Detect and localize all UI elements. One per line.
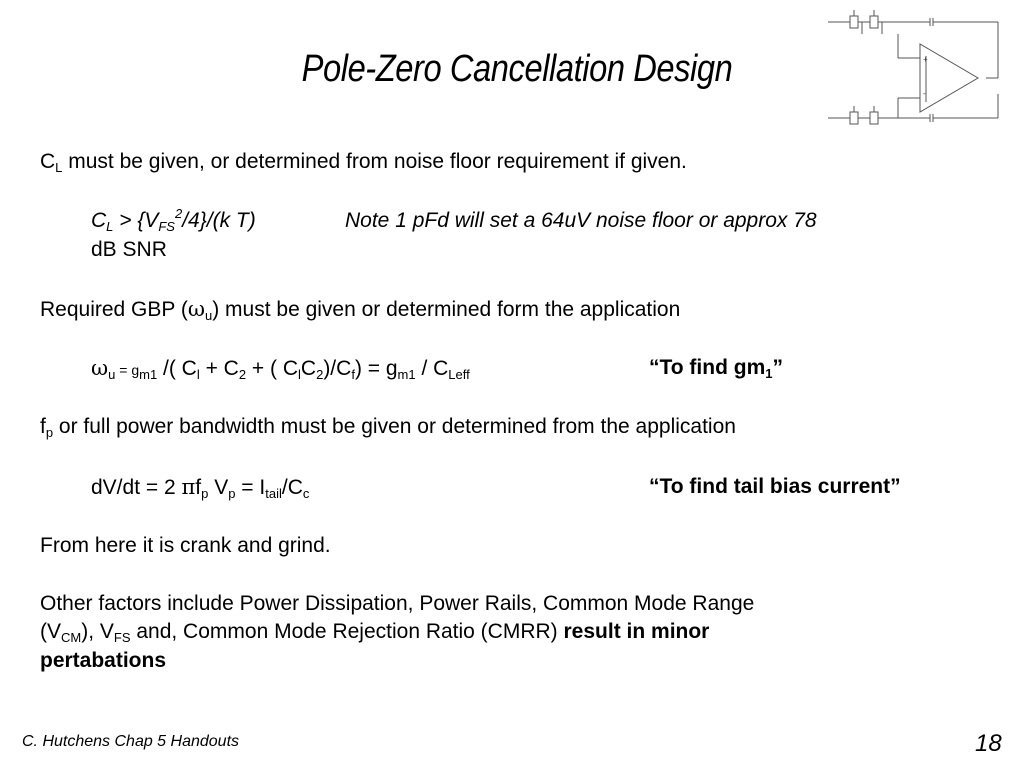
line-noise-note: Note 1 pFd will set a 64uV noise floor or approx 78 xyxy=(345,209,817,232)
line-gbp-requirement: Required GBP $(\omega_u)$ must be given or determined form the application xyxy=(40,297,681,323)
line-crank-grind: From here it is crank and grind. xyxy=(40,534,331,557)
line-db-snr: dB SNR xyxy=(91,238,167,261)
line-perturbations: pertabations xyxy=(40,649,167,672)
opamp-plus-label: + xyxy=(923,55,928,64)
line-slew-formula: dV/dt = 2 $\pi f_p$ $V_p = I_{tail}/C_c$ xyxy=(91,475,310,501)
line-other-factors: Other factors include Power Dissipation, Power Rails, Common Mode Range xyxy=(40,592,755,615)
line-omega-formula: $\omega_u = g_{m1}$ /( $C_l + C_2$ + ( $C_lC_2)/C_f) = g_{m1} / C_{Leff}$ xyxy=(91,356,470,382)
opamp-minus-label: - xyxy=(923,89,926,98)
slide-title: Pole-Zero Cancellation Design xyxy=(301,48,733,90)
line-find-gm1: “To find $gm_1$” xyxy=(649,356,783,381)
footer-author: C. Hutchens Chap 5 Handouts xyxy=(22,733,240,750)
sample-hold-opamp-schematic-icon xyxy=(826,6,1002,134)
line-cmrr: $(V_{CM})$, $V_{FS}$ and, Common Mode Rejection Ratio (CMRR) result in minor xyxy=(40,620,710,645)
page-number: 18 xyxy=(975,730,1002,757)
line-find-tail-bias: “To find tail bias current” xyxy=(649,475,901,498)
line-fp-requirement: $f_p$ or full power bandwidth must be given or determined from the application xyxy=(40,415,736,440)
line-cl-requirement: $C_L$ must be given, or determined from noise floor requirement if given. xyxy=(40,150,687,175)
line-cl-formula: $C_L > \{V_{FS}^2/4\}/(k$ T) xyxy=(91,206,256,234)
